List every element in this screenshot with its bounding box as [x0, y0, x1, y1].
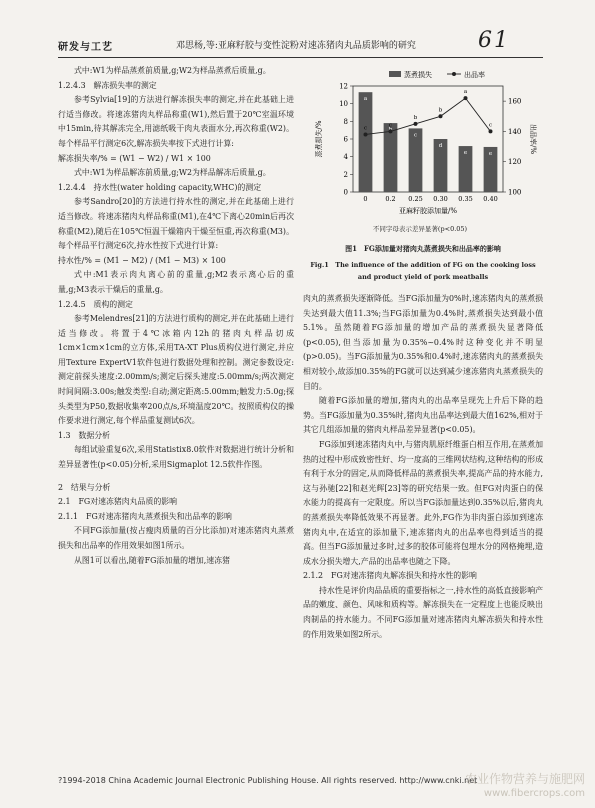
section-heading: 1.3 数据分析 — [58, 430, 111, 440]
bar-label: c — [413, 132, 418, 139]
x-tick-label: 0.40 — [483, 195, 498, 203]
paragraph: 从图1可以看出,随着FG添加量的增加,速冻猪 — [74, 555, 230, 565]
x-tick-label: 0.2 — [385, 195, 396, 203]
copyright-footer: ?1994-2018 China Academic Journal Electronic Publishing House. All rights reserved. http://www.cnki.net — [58, 776, 478, 785]
legend-bar-swatch — [389, 71, 401, 77]
header-rule — [58, 57, 543, 58]
figure-1 — [303, 64, 543, 290]
section-heading: 2 结果与分析 — [58, 482, 111, 492]
x-tick-label: 0.25 — [408, 195, 423, 203]
paragraph: 随着FG添加量的增加,猪肉丸的出品率呈现先上升后下降的趋势。当FG添加量为0.35%时,猪肉丸出品率达到最大值162%,相对于其它几组添加量的猪肉丸样品差异显著(p<0.05)。 — [303, 396, 543, 435]
bar-label: d — [438, 143, 443, 149]
y-left-tick-label: 6 — [343, 135, 348, 144]
yield-label: c — [488, 122, 493, 129]
left-column — [58, 64, 294, 568]
legend-line-label: 出品率 — [464, 71, 485, 79]
paragraph: 参考Sylvia[19]的方法进行解冻损失率的测定,并在此基础上进行适当修改。将速冻猪肉丸样品称重(W1),然后置于20℃室温环境中15min,待其解冻完全,用滤纸吸干肉丸表面水分,再次称重(W2)。每个样品平行测定6次,解冻损失率按下式进行计算: — [58, 95, 294, 148]
section-heading: 2.1.2 FG对速冻猪肉丸解冻损失和持水性的影响 — [303, 571, 477, 581]
x-tick-label: 0.30 — [433, 195, 448, 203]
section-heading: 1.2.4.4 持水性(water holding capacity,WHC)的测定 — [58, 182, 262, 192]
y-left-tick-label: 0 — [343, 188, 348, 197]
page-number: 61 — [478, 28, 510, 53]
y-left-tick-label: 10 — [339, 100, 348, 109]
watermark-url: www.fibercrops.com — [483, 788, 585, 799]
yield-point — [389, 129, 393, 133]
paragraph: 每组试验重复6次,采用Statistix8.0软件对数据进行统计分析和差异显著性(p<0.05)分析,采用Sigmaplot 12.5软件作图。 — [58, 445, 294, 470]
paragraph: 式中:W1为样品解冻前质量,g;W2为样品解冻后质量,g。 — [74, 168, 271, 178]
running-title: 邓思杨,等:亚麻籽胶与变性淀粉对速冻猪肉丸品质影响的研究 — [176, 41, 416, 51]
figure-caption-en: Fig.1 The influence of the addition of FG on the cooking loss and product yield of pork meatballs — [310, 261, 536, 281]
section-heading: 2.1.1 FG对速冻猪肉丸蒸煮损失和出品率的影响 — [58, 511, 232, 521]
section-heading: 1.2.4.3 解冻损失率的测定 — [58, 80, 157, 90]
yield-label: b — [413, 114, 418, 121]
y-left-tick-label: 12 — [339, 82, 348, 91]
x-axis-label: 亚麻籽胶添加量/% — [398, 207, 458, 215]
y-left-tick-label: 8 — [343, 117, 348, 126]
figure-note: 不同字母表示差异显著(p<0.05) — [372, 225, 468, 233]
y-left-axis-label: 蒸煮损失/% — [315, 120, 323, 158]
figure-caption-cn: 图1 FG添加量对猪肉丸蒸煮损失和出品率的影响 — [345, 244, 501, 253]
bar-label: a — [363, 96, 368, 103]
yield-point — [489, 129, 493, 133]
yield-label: b — [438, 107, 443, 114]
paragraph: FG添加到速冻猪肉丸中,与猪肉肌原纤维蛋白相互作用,在蒸煮加热的过程中形成致密性好、均一度高的三维网状结构,这种结构的形成有利于水分的固定,从而降低样品的蒸煮损失率,提高产品的持水能力,这与孙驰[22]和赵光辉[23]等的研究结果一致。但FG对肉蛋白的保水能力的提高有一定限度。所以当FG添加量达到0.35%以后,猪肉丸的蒸煮损失率降低效果不再显著。此外,FG作为非肉蛋白添加到速冻猪肉丸中,在适宜的添加量下,速冻猪肉丸的出品率也得到适当的提高。但当FG添加量过多时,过多的胶体可能将包埋水分的网格掩埋,造成水分损失增大,产品的出品率也随之下降。 — [303, 439, 543, 566]
x-tick-label: 0 — [363, 195, 368, 203]
section-heading: 1.2.4.5 质构的测定 — [58, 299, 133, 309]
formula: 持水性/% = (M1 − M2) / (M1 − M3) × 100 — [58, 255, 226, 265]
yield-point — [439, 114, 443, 118]
paragraph: 持水性是评价肉品品质的重要指标之一,持水性的高低直接影响产品的嫩度、颜色、风味和质构等。解冻损失在一定程度上也能反映出肉制品的持水能力。不同FG添加量对速冻猪肉丸解冻损失和持水性的作用效果如图2所示。 — [303, 585, 543, 639]
chart-svg — [303, 64, 543, 224]
spacer — [58, 473, 294, 481]
formula: 解冻损失率/% = (W1 − W2) / W1 × 100 — [58, 153, 211, 163]
bar-label: e — [488, 150, 493, 157]
yield-point — [464, 96, 468, 100]
plot-frame — [353, 86, 503, 192]
y-left-tick-label: 2 — [343, 170, 348, 179]
right-column — [303, 292, 543, 642]
y-right-tick-label: 160 — [508, 97, 522, 106]
legend-bar-label: 蒸煮损失 — [404, 71, 432, 79]
paragraph: 式中:M1表示肉丸离心前的重量,g;M2表示离心后的重量,g;M3表示干燥后的重量,g。 — [58, 270, 294, 294]
y-right-tick-label: 140 — [508, 127, 522, 136]
paragraph: 参考Melendres[21]的方法进行质构的测定,并在此基础上进行适当修改。将置于4℃冰箱内12h的猪肉丸样品切成1cm×1cm×1cm的立方体,采用TA-XT Plus质构仪进行测定,并应用Texture ExpertV1软件包进行数据处理和控制。测定参数设定:测定前探头速度:2.00mm/s;测定后探头速度:5.00mm/s;两次测定时间间隔:3.00s;触发类型:自动;测定距离:5.00mm;触发力:5.0g;探头类型为P50,数据收集率200点/s,环境温度20℃。按照质构仪的操作要求进行测定,每个样品重复测试6次。 — [58, 314, 294, 426]
yield-label: c — [363, 125, 368, 132]
bar-label: e — [463, 150, 468, 157]
bar — [359, 92, 373, 192]
journal-section: 研发与工艺 — [58, 42, 113, 53]
yield-label: c — [388, 122, 393, 129]
paragraph: 参考Sandro[20]的方法进行持水性的测定,并在此基础上进行适当修改。将速冻猪肉丸样品称重(M1),在4℃下离心20min后再次称重(M2),随后在105℃恒温干燥箱内干燥至恒重,再次称重(M3)。每个样品平行测定6次,持水性按下式进行计算: — [58, 197, 294, 251]
y-left-tick-label: 4 — [343, 153, 348, 162]
watermark: 农业作物营养与施肥网 — [464, 772, 585, 786]
y-right-axis-label: 出品率/% — [529, 123, 537, 155]
bar — [384, 123, 398, 192]
paragraph: 肉丸的蒸煮损失逐渐降低。当FG添加量为0%时,速冻猪肉丸的蒸煮损失达到最大值11.3%;当FG添加量为0.4%时,蒸煮损失达到最小值5.1%。虽然随着FG添加量的增加产品的蒸煮损失显著降低(p<0.05),但当添加量为0.35%~0.4%时这种变化并不明显(p>0.05)。当FG添加量为0.35%和0.4%时,速冻猪肉丸的蒸煮损失相对较小,故添加0.35%的FG就可以达到减少速冻猪肉丸蒸煮损失的目的。 — [303, 294, 543, 391]
x-tick-label: 0.35 — [458, 195, 473, 203]
paragraph: 式中:W1为样品蒸煮前质量,g;W2为样品蒸煮后质量,g。 — [74, 66, 271, 75]
paragraph: 不同FG添加量(按占瘦肉质量的百分比添加)对速冻猪肉丸蒸煮损失和出品率的作用效果如图1所示。 — [58, 526, 294, 550]
yield-point — [414, 122, 418, 126]
yield-point — [364, 132, 368, 136]
section-heading: 2.1 FG对速冻猪肉丸品质的影响 — [58, 497, 178, 507]
y-right-tick-label: 100 — [508, 188, 522, 197]
yield-label: a — [463, 89, 468, 96]
legend-line-marker — [452, 72, 456, 76]
y-right-tick-label: 120 — [508, 158, 522, 167]
